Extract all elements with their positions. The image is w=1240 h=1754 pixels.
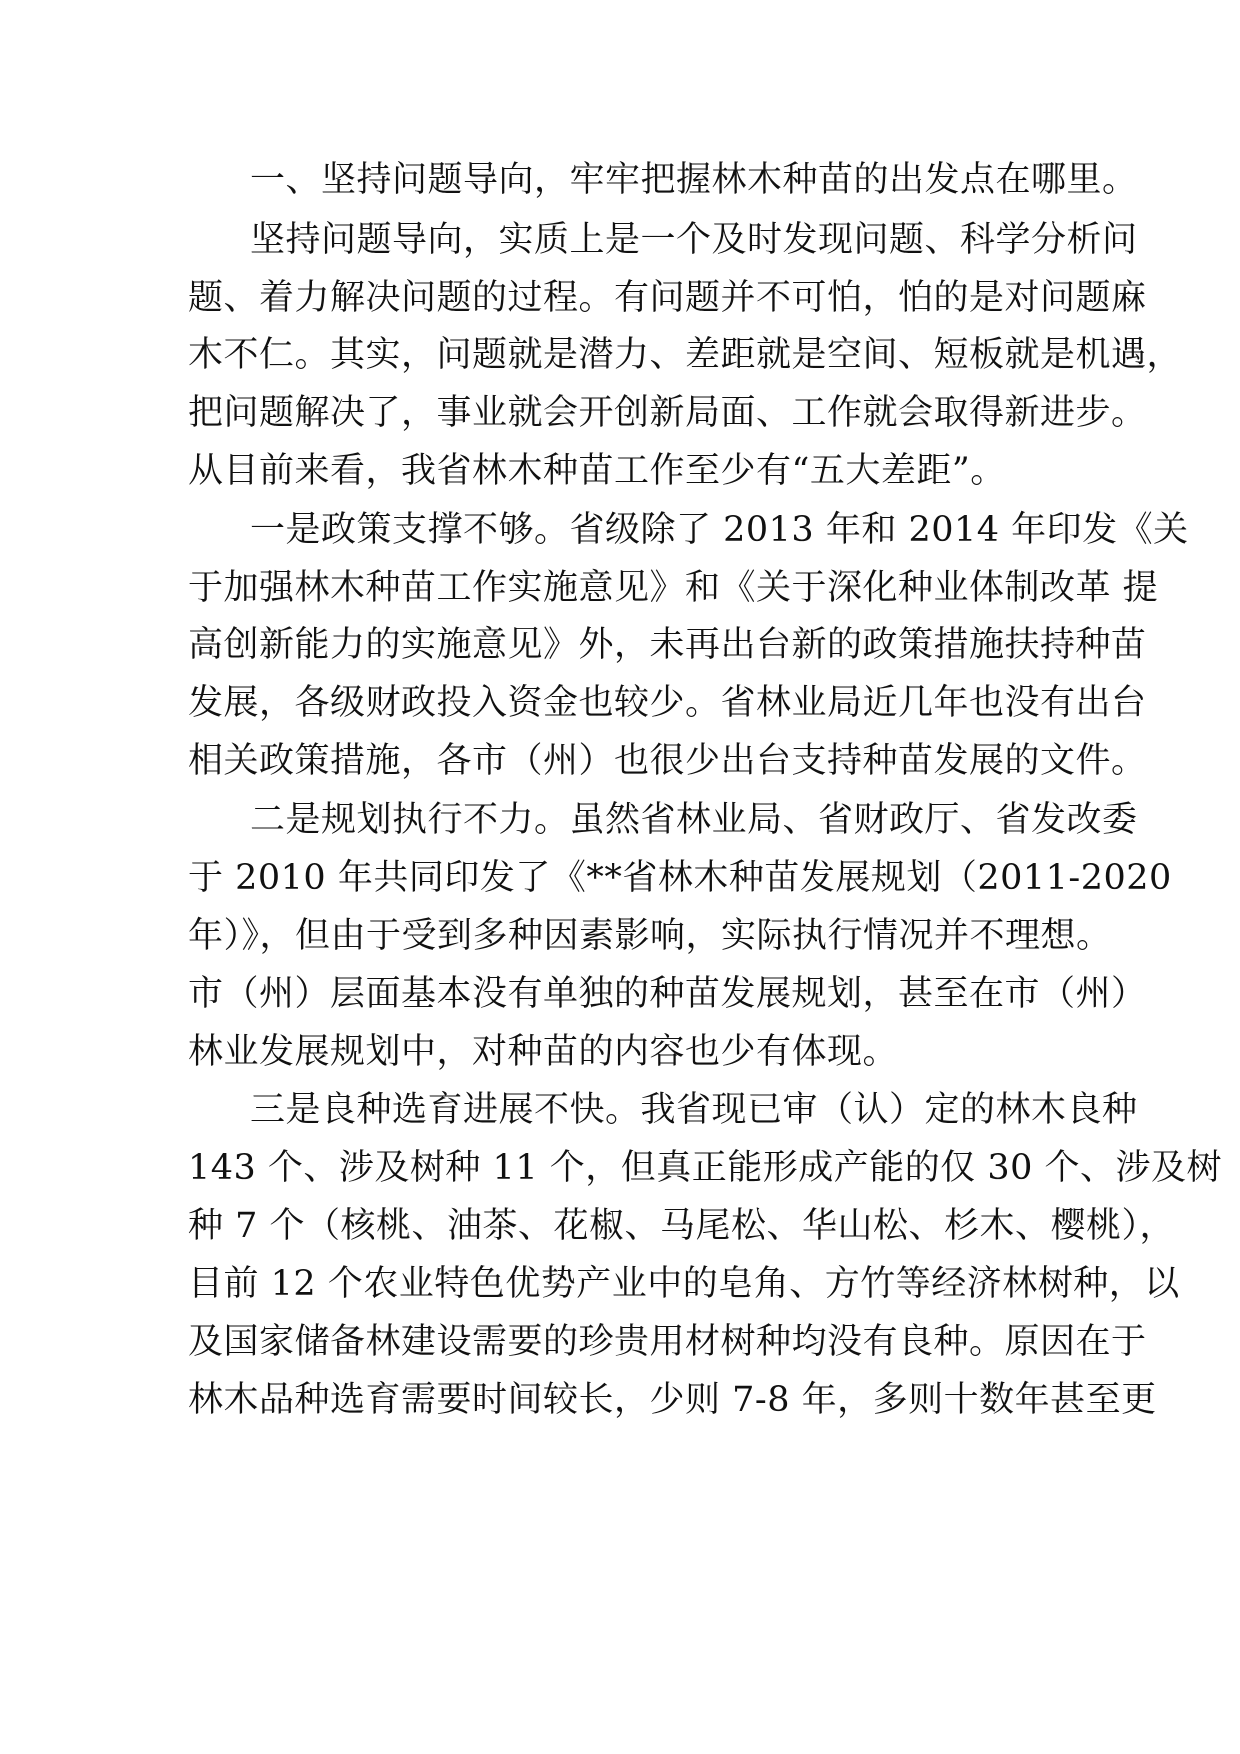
paragraph-line: 种 7 个（核桃、油茶、花椒、马尾松、华山松、杉木、樱桃）， xyxy=(188,1206,1176,1246)
paragraph-line: 高创新能力的实施意见》外，未再出台新的政策措施扶持种苗 xyxy=(188,625,1147,665)
paragraph-line: 三是良种选育进展不快。我省现已审（认）定的林木良种 xyxy=(250,1090,1138,1130)
paragraph-line: 年）》，但由于受到多种因素影响，实际执行情况并不理想。 xyxy=(188,916,1112,956)
paragraph-line: 及国家储备林建设需要的珍贵用材树种均没有良种。原因在于 xyxy=(188,1322,1147,1362)
paragraph-line: 于 2010 年共同印发了《**省林木种苗发展规划（2011-2020 xyxy=(188,858,1172,898)
paragraph-line: 林业发展规划中，对种苗的内容也少有体现。 xyxy=(188,1032,899,1072)
paragraph-line: 市（州）层面基本没有单独的种苗发展规划，甚至在市（州） xyxy=(188,974,1147,1014)
paragraph-line: 一是政策支撑不够。省级除了 2013 年和 2014 年印发《关 xyxy=(250,510,1189,550)
paragraph-line: 把问题解决了，事业就会开创新局面、工作就会取得新进步。 xyxy=(188,393,1147,433)
paragraph-line: 二是规划执行不力。虽然省林业局、省财政厅、省发改委 xyxy=(250,800,1138,840)
paragraph-line: 相关政策措施，各市（州）也很少出台支持种苗发展的文件。 xyxy=(188,741,1147,781)
paragraph-line: 目前 12 个农业特色优势产业中的皂角、方竹等经济林树种，以 xyxy=(188,1264,1180,1304)
paragraph-line: 于加强林木种苗工作实施意见》和《关于深化种业体制改革 提 xyxy=(188,568,1159,608)
paragraph-line: 发展，各级财政投入资金也较少。省林业局近几年也没有出台 xyxy=(188,683,1147,723)
section-heading: 一、坚持问题导向，牢牢把握林木种苗的出发点在哪里。 xyxy=(250,160,1138,200)
paragraph-line: 坚持问题导向，实质上是一个及时发现问题、科学分析问 xyxy=(250,220,1138,260)
paragraph-line: 从目前来看，我省林木种苗工作至少有“五大差距”。 xyxy=(188,451,1006,491)
paragraph-line: 木不仁。其实，问题就是潜力、差距就是空间、短板就是机遇， xyxy=(188,335,1183,375)
paragraph-line: 143 个、涉及树种 11 个，但真正能形成产能的仅 30 个、涉及树 xyxy=(188,1148,1223,1188)
paragraph-line: 题、着力解决问题的过程。有问题并不可怕，怕的是对问题麻 xyxy=(188,278,1147,318)
paragraph-line: 林木品种选育需要时间较长，少则 7-8 年，多则十数年甚至更 xyxy=(188,1380,1157,1420)
